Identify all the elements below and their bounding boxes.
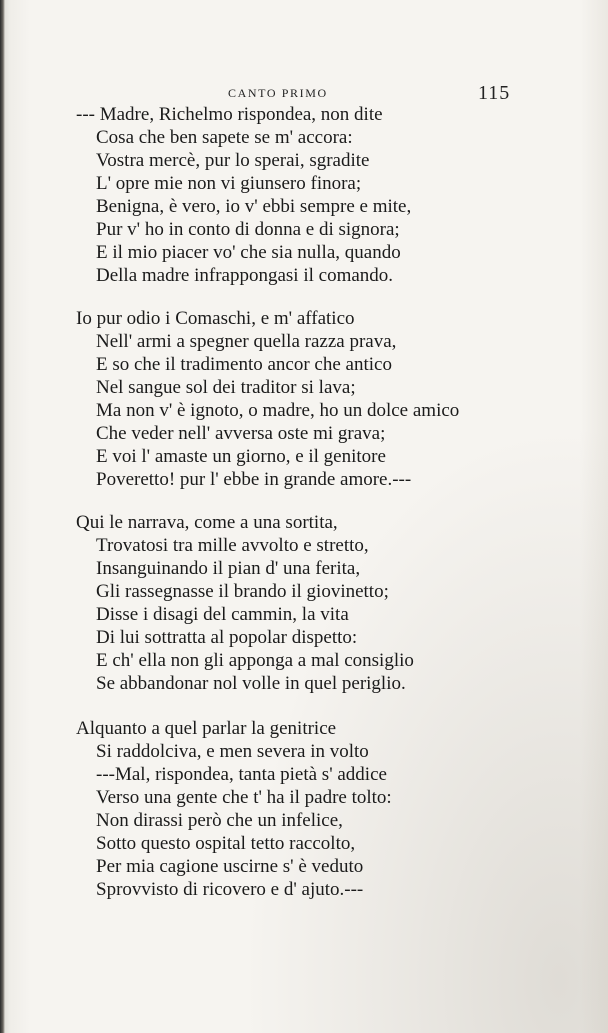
verse-line: Benigna, è vero, io v' ebbi sempre e mite, (96, 196, 412, 217)
verse-line: --- Madre, Richelmo rispondea, non dite (76, 104, 383, 125)
verse-line: Trovatosi tra mille avvolto e stretto, (96, 535, 369, 556)
verse-line: Di lui sottratta al popolar dispetto: (96, 627, 358, 648)
verse-line: Se abbandonar nol volle in quel periglio. (96, 673, 406, 694)
verse-line: Gli rassegnasse il brando il giovinetto; (96, 581, 389, 602)
verse-line: L' opre mie non vi giunsero finora; (96, 173, 362, 194)
running-title: CANTO PRIMO (228, 86, 328, 100)
verse-line: Sotto questo ospital tetto raccolto, (96, 833, 356, 854)
verse-line: Cosa che ben sapete se m' accora: (96, 127, 353, 148)
verse-line: Non dirassi però che un infelice, (96, 810, 343, 831)
verse-line: Ma non v' è ignoto, o madre, ho un dolce amico (96, 400, 460, 421)
verse-line: Alquanto a quel parlar la genitrice (76, 718, 337, 739)
verse-line: Si raddolciva, e men severa in volto (96, 741, 369, 762)
verse-line: Disse i disagi del cammin, la vita (96, 604, 349, 625)
verse-line: Qui le narrava, come a una sortita, (76, 512, 338, 533)
verse-line: ---Mal, rispondea, tanta pietà s' addice (96, 764, 387, 785)
verse-line: E voi l' amaste un giorno, e il genitore (96, 446, 386, 467)
verse-line: Insanguinando il pian d' una ferita, (96, 558, 361, 579)
verse-line: Nell' armi a spegner quella razza prava, (96, 331, 397, 352)
verse-line: Sprovvisto di ricovero e d' ajuto.--- (96, 879, 364, 900)
verse-line: E ch' ella non gli apponga a mal consiglio (96, 650, 414, 671)
verse-line: Pur v' ho in conto di donna e di signora; (96, 219, 400, 240)
page-header (0, 82, 608, 106)
book-spine-shadow (0, 0, 5, 1033)
verse-line: Della madre infrappongasi il comando. (96, 265, 394, 286)
verse-line: E so che il tradimento ancor che antico (96, 354, 392, 375)
page-number: 115 (478, 82, 511, 104)
verse-line: Che veder nell' avversa oste mi grava; (96, 423, 386, 444)
verse-line: Vostra mercè, pur lo sperai, sgradite (96, 150, 370, 171)
verse-line: Io pur odio i Comaschi, e m' affatico (76, 308, 355, 329)
verse-line: Per mia cagione uscirne s' è veduto (96, 856, 364, 877)
verse-line: Poveretto! pur l' ebbe in grande amore.--- (96, 469, 412, 490)
verse-line: Nel sangue sol dei traditor si lava; (96, 377, 356, 398)
verse-line: Verso una gente che t' ha il padre tolto: (96, 787, 392, 808)
verse-line: E il mio piacer vo' che sia nulla, quando (96, 242, 401, 263)
